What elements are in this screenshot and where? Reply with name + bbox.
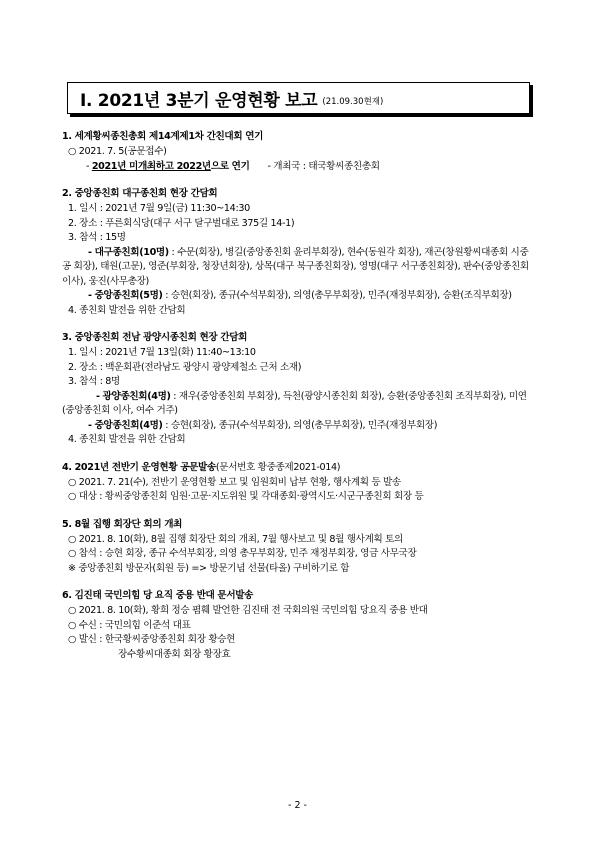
section-4-line-2: ○ 대상 : 황씨중앙종친회 임원·고문·지도위원 및 각대종회·광역시도·시군구종친회 회장 등 <box>68 491 424 502</box>
section-6-line-4: 장수황씨대종회 회장 황장효 <box>118 648 231 660</box>
section-2-line-3: 3. 참석 : 15명 <box>68 232 126 243</box>
section-2-group-2 <box>62 289 537 304</box>
section-3-line-2: 2. 장소 : 백운회관(전라남도 광양시 광양제철소 근처 소재) <box>68 361 302 373</box>
section-2-line-4: 4. 종친회 발전을 위한 간담회 <box>68 304 186 316</box>
group-members: : 수문(회장), 병길(중앙종친회 윤리부회장), 현수(동원각 회장), 재곤(창원황씨대종회 시중공 회장), 태원(고문), 영준(부회장, 청장년회장), 상목(대구 북구종친회장), 영명(대구 서구종친회장), 판수(중앙종친회 이사), 웅진(사무총장) <box>62 246 529 287</box>
section-3-line-3: 3. 참석 : 8명 <box>68 376 120 387</box>
section-3-heading: 3. 중앙종친회 전남 광양시종친회 현장 간담회 <box>62 332 248 343</box>
section-5 <box>62 518 537 577</box>
section-1-line-1: ○ 2021. 7. 5(공문접수) <box>68 146 167 157</box>
group-members: : 승현(회장), 종규(수석부회장), 의영(총무부회장), 민주(재정부회장) <box>162 419 438 431</box>
section-2-line-1: 1. 일시 : 2021년 7월 9일(금) 11:30~14:30 <box>68 203 250 214</box>
section-4-line-1: ○ 2021. 7. 21(수), 전반기 운영현황 보고 및 임원회비 납부 현황, 행사계획 등 발송 <box>68 476 401 488</box>
report-date: (21.09.30현재) <box>322 97 384 107</box>
section-1-line-2 <box>62 160 537 175</box>
group-label: - 중앙종친회(5명) <box>88 290 163 301</box>
section-3-line-1: 1. 일시 : 2021년 7월 13일(화) 11:40~13:10 <box>68 347 256 358</box>
postpone-text: 으로 연기 <box>210 160 250 172</box>
section-4 <box>62 461 537 505</box>
section-title-box <box>67 82 530 114</box>
page-number: - 2 - <box>288 800 307 811</box>
group-label: - 광양종친회(4명) <box>96 390 171 402</box>
section-4-heading <box>62 461 537 475</box>
document-number: (문서번호 황중종제2021-014) <box>215 461 341 473</box>
section-6-line-2: ○ 수신 : 국민의힘 이준석 대표 <box>68 619 191 631</box>
group-members: : 재우(중앙종친회 부회장), 득천(광양시종친회 회장), 승환(중앙종친회 조직부회장), 미연(중앙종친회 이사, 여수 거주) <box>62 390 527 416</box>
section-5-heading: 5. 8월 집행 회장단 회의 개최 <box>62 518 183 530</box>
section-2-group-1 <box>62 246 537 290</box>
section-5-line-2: ○ 참석 : 승현 회장, 종규 수석부회장, 의영 총무부회장, 민주 재정부회장, 영금 사무국장 <box>68 548 417 559</box>
section-1 <box>62 130 537 174</box>
section-5-line-3: ※ 중앙종친회 방문자(회원 등) => 방문기념 선물(타올) 구비하기로 함 <box>68 562 350 574</box>
section-5-line-1: ○ 2021. 8. 10(화), 8월 집행 회장단 회의 개최, 7월 행사보고 및 8월 행사계획 토의 <box>68 533 403 545</box>
section-3 <box>62 331 537 448</box>
section-3-group-2 <box>62 419 537 434</box>
group-label: - 대구종친회(10명) <box>88 246 169 258</box>
section-6-line-3: ○ 발신 : 한국황씨중앙종친회 회장 황승현 <box>68 634 236 645</box>
report-content <box>62 130 537 675</box>
group-label: - 중앙종친회(4명) <box>88 419 163 431</box>
section-6 <box>62 589 537 662</box>
section-6-line-1: ○ 2021. 8. 10(화), 황희 정승 폄훼 발언한 김진태 전 국회의원 국민의힘 당요직 중용 반대 <box>68 605 428 616</box>
section-2-line-2: 2. 장소 : 푸른회식당(대구 서구 달구벌대로 375길 14-1) <box>68 217 295 229</box>
section-6-heading: 6. 김진태 국민의힘 당 요직 중용 반대 문서발송 <box>62 590 254 601</box>
section-title: Ⅰ. 2021년 3분기 운영현황 보고 <box>80 90 318 111</box>
group-members: : 승현(회장), 종규(수석부회장), 의영(총무부회장), 민주(재정부회장), 승환(조직부회장) <box>162 290 512 301</box>
dash: - <box>86 160 92 172</box>
section-3-group-1 <box>62 390 537 419</box>
section-4-heading-main: 4. 2021년 전반기 운영현황 공문발송 <box>62 461 216 473</box>
section-2-heading: 2. 중앙종친회 대구종친회 현장 간담회 <box>62 188 218 199</box>
section-1-heading: 1. 세계황씨종친총회 제14계제1차 간친대회 연기 <box>62 131 264 142</box>
section-2 <box>62 187 537 318</box>
section-3-line-4: 4. 종친회 발전을 위한 간담회 <box>68 434 186 445</box>
host-country: - 개최국 : 태국황씨종친총회 <box>267 160 380 172</box>
underlined-text: 2021년 미개최하고 2022년 <box>91 160 211 172</box>
